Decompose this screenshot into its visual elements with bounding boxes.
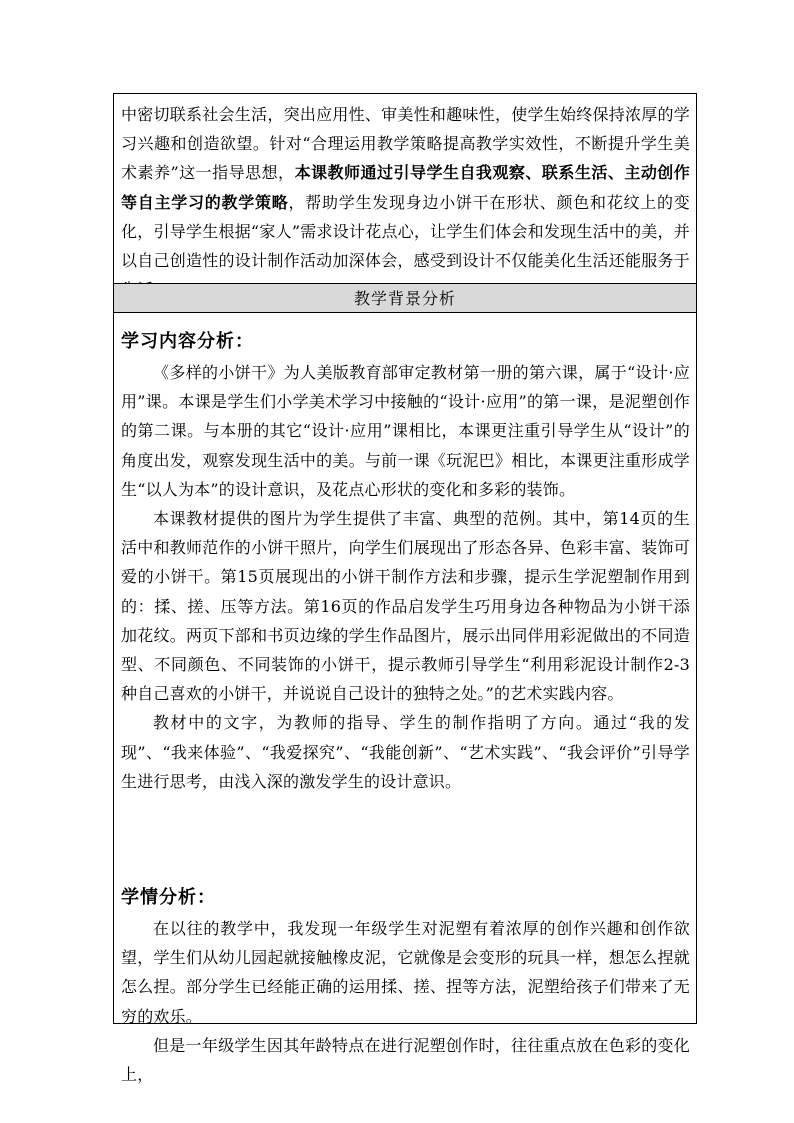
student-analysis-body — [121, 914, 690, 1089]
intro-text-end: ，帮助学生发现身边小饼干在形状、颜色和花纹上的变化，引导学生根据“家人”需求设计花点心，让学生们体会和发现生活中的美，并以自己创造性的设计制作活动加深体会，感受到设计不仅能美化生活还能服务于 — [121, 192, 690, 271]
intro-text-start: 中密切联系社会生活，突出应用性、审美性和趣味性，使学生始终保持浓厚的学习兴趣和创造欲望。针对“合理运用教学策略提高教学实效性，不断提升学生美术素养”这一指导思想， — [121, 105, 690, 183]
lesson-plan-table — [113, 93, 697, 1085]
student-paragraph: 在以往的教学中，我发现一年级学生对泥塑有着浓厚的创作兴趣和创作欲望，学生们从幼儿园起就接触橡皮泥，它就像是会变形的玩具一样，想怎么捏就怎么捏。部分学生已经能正确的运用揉、搓、捏等方法，泥塑给孩子们带来了无穷的欢乐。 — [121, 919, 690, 1026]
student-paragraph: 但是一年级学生因其年龄特点在进行泥塑创作时，往往重点放在色彩的变化上， — [121, 1035, 690, 1085]
guiding-ideas-cell — [114, 94, 696, 284]
guiding-ideas-text — [121, 100, 690, 304]
content-paragraph: 《多样的小饼干》为人美版教育部审定教材第一册的第六课，属于“设计·应用”课。本课是学生们小学美术学习中接触的“设计·应用”的第一课，是泥塑创作的第二课。与本册的其它“设计·应用”课相比，本课更注重引导学生从“设计”的角度出发，观察发现生活中的美。与前一课《玩泥巴》相比，本课更注重形成学生“以人为本”的设计意识，及花点心形状的变化和多彩的装饰。 — [121, 363, 690, 499]
student-analysis-heading: 学情分析： — [121, 887, 216, 908]
section-band — [114, 284, 696, 313]
content-paragraph: 教材中的文字，为教师的指导、学生的制作指明了方向。通过“我的发现”、“我来体验”、“我爱探究”、“我能创新”、“艺术实践”、“我会评价”引导学生进行思考，由浅入深的激发学生的设计意识。 — [121, 713, 690, 791]
background-analysis-cell — [114, 313, 696, 1085]
intro-bold-strategy: 本课教师通过引导学生自我观察、联系生活、主动创作等自主学习的教学策略 — [121, 163, 690, 212]
content-analysis-body — [121, 358, 690, 796]
content-analysis-heading: 学习内容分析： — [121, 331, 254, 352]
content-paragraph: 本课教材提供的图片为学生提供了丰富、典型的范例。其中，第14页的生活中和教师范作的小饼干照片，向学生们展现出了形态各异、色彩丰富、装饰可爱的小饼干。第15页展现出的小饼干制作方法和步骤，提示生学泥塑制作用到的：揉、搓、压等方法。第16页的作品启发学生巧用身边各种物品为小饼干添加花纹。两页下部和书页边缘的学生作品图片，展示出同伴用彩泥做出的不同造型、不同颜色、不同装饰的小饼干，提示教师引导学生“利用彩泥设计制作2-3种自己喜欢的小饼干，并说说自己设计的独特之处。”的艺术实践内容。 — [121, 509, 690, 704]
section-band-title: 教学背景分析 — [353, 289, 456, 308]
